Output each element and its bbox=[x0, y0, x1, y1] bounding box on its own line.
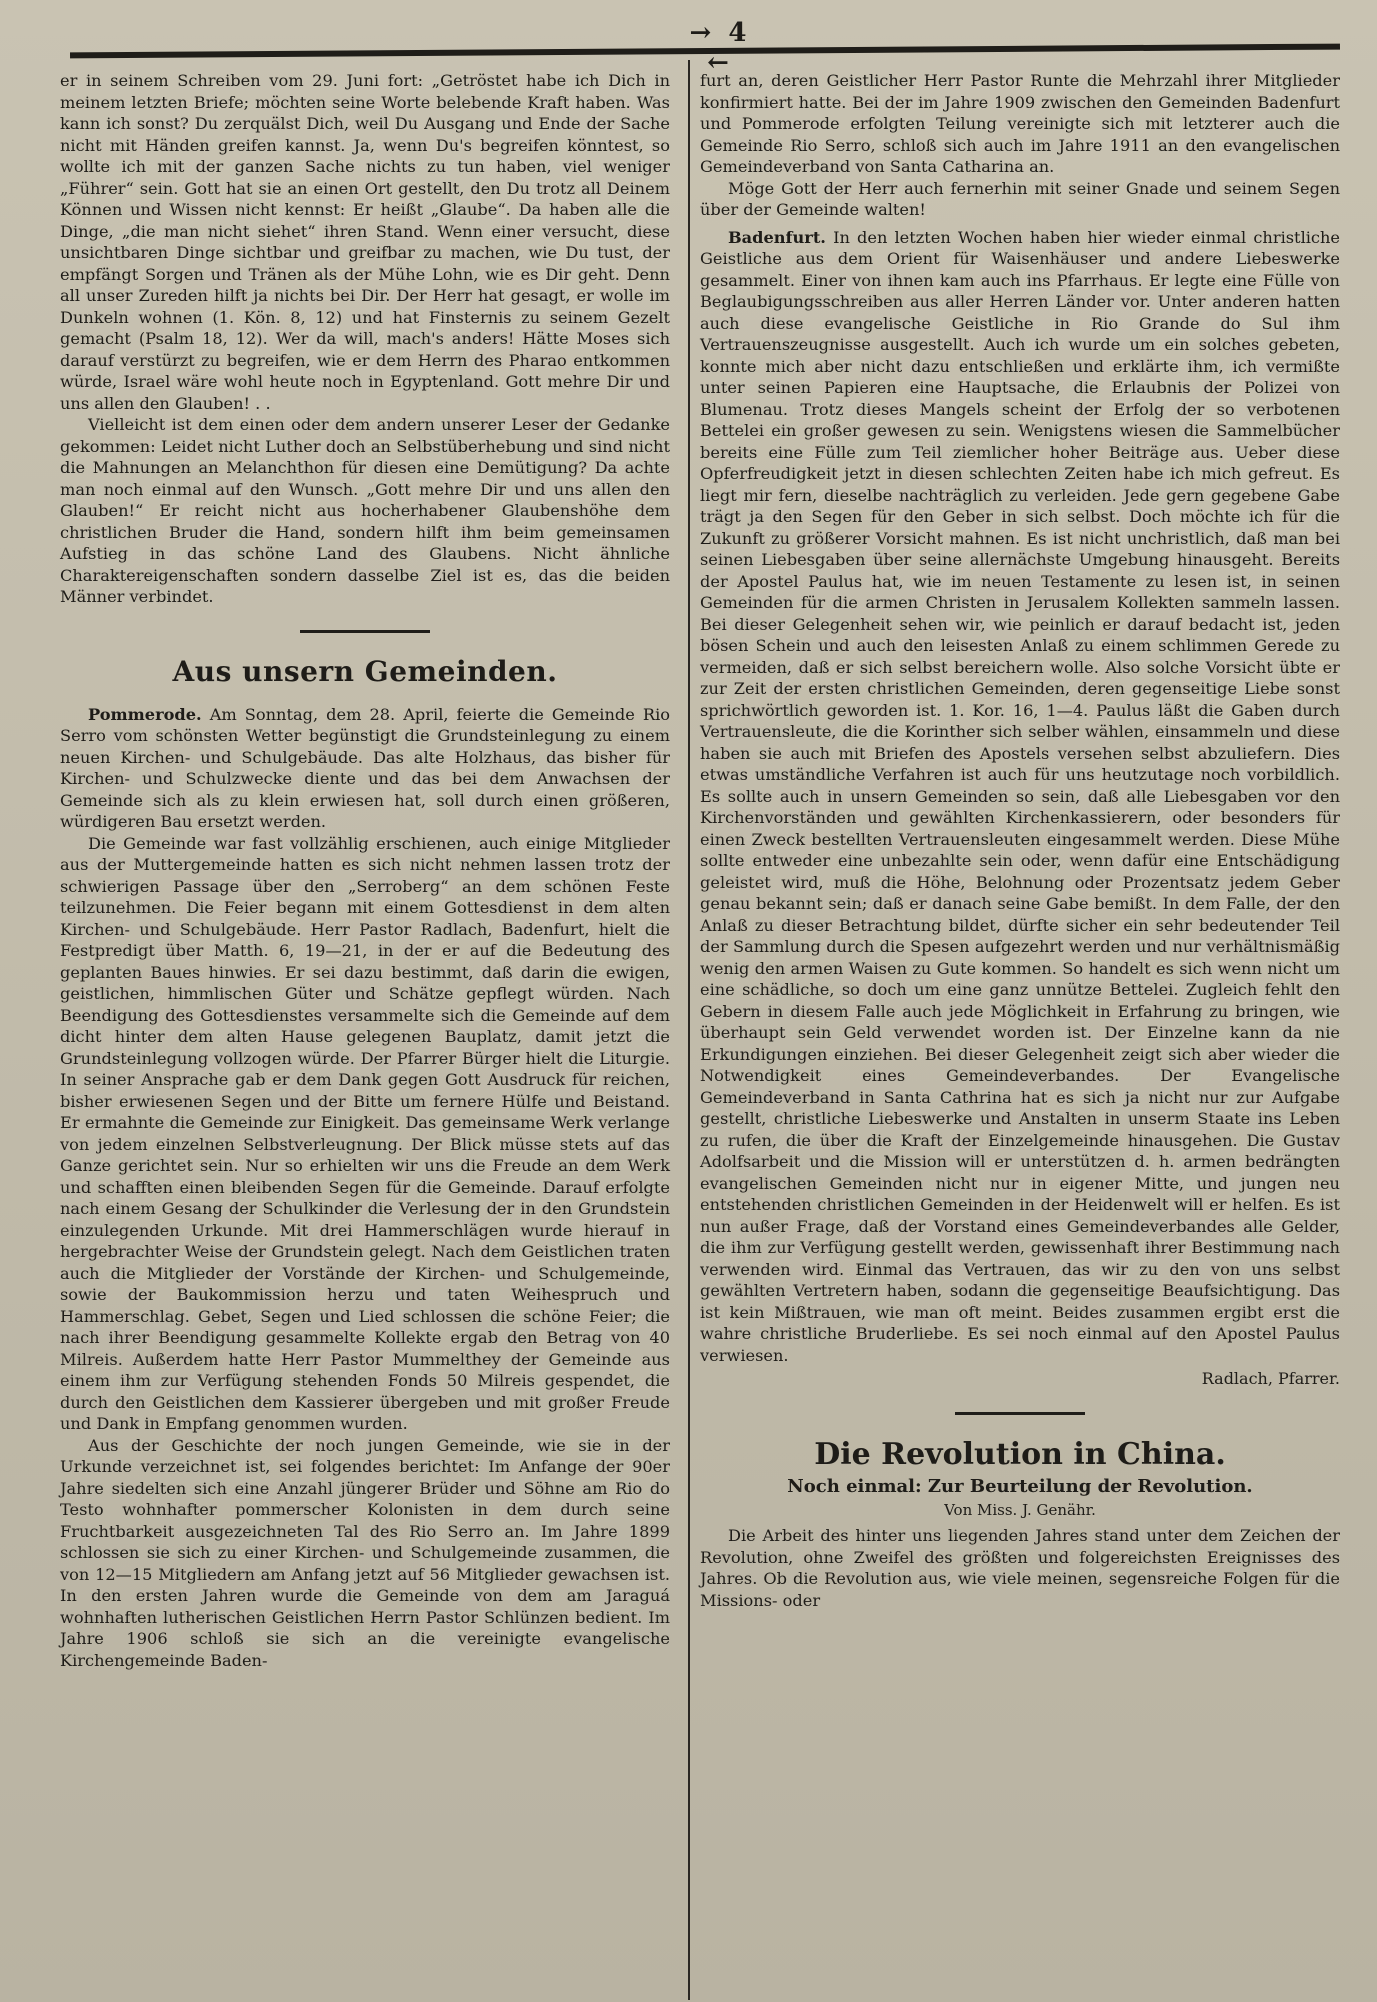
report-badenfurt bbox=[700, 227, 1340, 1367]
column-divider bbox=[688, 60, 690, 2000]
paragraph: Vielleicht ist dem einen oder dem andern unserer Leser der Gedanke gekommen: Leidet nicht Luther doch an Selbstüberhebung und sind nicht die Mahnungen an Melanchthon für diesen eine Demütigung? Da achte man noch einmal auf den Wunsch. „Gott mehre Dir und uns allen den Glauben!“ Er reicht nicht aus hocherhabener Glaubenshöhe dem christlichen Bruder die Hand, sondern hilft ihm beim gemeinsamen Aufstieg in das schöne Land des Glaubens. Nicht ähnliche Charaktereigenschaften sondern dasselbe Ziel ist es, das die beiden Männer verbindet. bbox=[60, 415, 670, 606]
article-subtitle: Noch einmal: Zur Beurteilung der Revolution. bbox=[787, 1476, 1253, 1497]
article-byline: Von Miss. J. Genähr. bbox=[944, 1501, 1096, 1519]
paragraph: er in seinem Schreiben vom 29. Juni fort: „Getröstet habe ich Dich in meinem letzten Briefe; möchten seine Worte belebende Kraft haben. Was kann ich sonst? Du zerquälst Dich, weil Du Ausgang und Ende der Sache nicht mit Händen greifen kannst. Ja, wenn Du's begreifen könntest, so wollte ich mit der ganzen Sache nichts zu tun haben, viel weniger „Führer“ sein. Gott hat sie an einen Ort gestellt, den Du trotz all Deinem Können und Wissen nicht kennst: Er heißt „Glaube“. Da haben alle die Dinge, „die man nicht siehet“ ihren Stand. Wenn einer versucht, diese unsichtbaren Dinge sichtbar und greifbar zu machen, wie Du tust, der empfängt Sorgen und Tränen als der Mühe Lohn, wie es Dir geht. Denn all unser Zureden hilft ja nichts bei Dir. Der Herr hat gesagt, er wolle im Dunkeln wohnen (1. Kön. 8, 12) und hat Finsternis zu seinem Gezelt gemacht (Psalm 18, 12). Wer da will, mach's anders! Hätte Moses sich darauf verstürzt zu begreifen, wie er dem Herrn des Pharao entkommen würde, Israel wäre wohl heute noch in Egyptenland. Gott mehre Dir und uns allen den Glauben! . . bbox=[60, 71, 670, 413]
page-header bbox=[70, 18, 1340, 78]
section-heading: Aus unsern Gemeinden. bbox=[172, 654, 558, 688]
section-divider bbox=[955, 1412, 1085, 1415]
paragraph: Möge Gott der Herr auch fernerhin mit seiner Gnade und seinem Segen über der Gemeinde walten! bbox=[700, 178, 1340, 219]
report-pommerode bbox=[60, 704, 670, 833]
left-column bbox=[60, 70, 670, 1671]
signature: Radlach, Pfarrer. bbox=[1201, 1369, 1340, 1388]
paragraph: Die Gemeinde war fast vollzählig erschienen, auch einige Mitglieder aus der Muttergemeinde hatten es sich nicht nehmen lassen trotz der schwierigen Passage über den „Serroberg“ an dem schönen Feste teilzunehmen. Die Feier begann mit einem Gottesdienst in dem alten Kirchen- und Schulgebäude. Herr Pastor Radlach, Badenfurt, hielt die Festpredigt über Matth. 6, 19—21, in der er auf die Bedeutung des geplanten Baues hinwies. Er sei dazu bestimmt, daß darin die ewigen, geistlichen, himmlischen Güter und Schätze gepflegt würden. Nach Beendigung des Gottesdienstes versammelte sich die Gemeinde auf dem dicht hinter dem alten Hause gelegenen Bauplatz, damit jetzt die Grundsteinlegung vollzogen würde. Der Pfarrer Bürger hielt die Liturgie. In seiner Ansprache gab er dem Dank gegen Gott Ausdruck für reichen, bisher erwiesenen Segen und der Bitte um fernere Hülfe und Beistand. Er ermahnte die Gemeinde zur Einigkeit. Das gemeinsame Werk verlange von jedem einzelnen Selbstverleugnung. Der Blick müsse stets auf das Ganze gerichtet sein. Nur so erhielten wir uns die Freude an dem Werk und schafften einen bleibenden Segen für die Gemeinde. Darauf erfolgte nach einem Gesang der Schulkinder die Verlesung der in den Grundstein einzulegenden Urkunde. Mit drei Hammerschlägen wurde hierauf in hergebrachter Weise der Grundstein gelegt. Nach dem Geistlichen traten auch die Mitglieder der Vorstände der Kirchen- und Schulgemeinde, sowie der Baukommission herzu und taten Weihespruch und Hammerschlag. Gebet, Segen und Lied schlossen die schöne Feier; die nach ihrer Beendigung gesammelte Kollekte ergab den Betrag von 40 Milreis. Außerdem hatte Herr Pastor Mummelthey der Gemeinde aus einem ihm zur Verfügung stehenden Fonds 50 Milreis gespendet, die durch den Geistlichen dem Kassierer übergeben und mit großer Freude und Dank in Empfang genommen wurden. bbox=[60, 833, 670, 1433]
paragraph: Die Arbeit des hinter uns liegenden Jahres stand unter dem Zeichen der Revolution, ohne Zweifel des größten und folgereichsten Ereignisses des Jahres. Ob die Revolution aus, wie viele meinen, segensreiche Folgen für die Missions- oder bbox=[700, 1526, 1340, 1610]
place-name: Pommerode. bbox=[88, 704, 202, 724]
right-column bbox=[700, 70, 1340, 1611]
article-title: Die Revolution in China. bbox=[814, 1437, 1226, 1472]
section-divider bbox=[300, 630, 430, 633]
place-name: Badenfurt. bbox=[728, 227, 826, 247]
report-text: In den letzten Wochen haben hier wieder einmal christliche Geistliche aus dem Orient für Waisenhäuser und andere Liebeswerke gesammelt. Einer von ihnen kam auch ins Pfarrhaus. Er legte eine Fülle von Beglaubigungsschreiben aus aller Herren Länder vor. Unter anderen hatten auch diese evangelische Geistliche in Rio Grande do Sul ihm Vertrauenszeugnisse ausgestellt. Auch ich wurde um ein solches gebeten, konnte mich aber nicht dazu entschließen und erklärte ihm, ich vermißte unter seinen Papieren eine Hauptsache, die Erlaubnis der Polizei von Blumenau. Trotz dieses Mangels scheint der Erfolg der so verbotenen Bettelei ein großer gewesen zu sein. Wenigstens wiesen die Sammelbücher bereits eine Fülle zum Teil ziemlicher hoher Beiträge aus. Ueber diese Opferfreudigkeit jetzt in diesen schlechten Zeiten habe ich mich gefreut. Es liegt mir fern, dieselbe nachträglich zu verleiden. Jede gern gegebene Gabe trägt ja den Segen für den Geber in sich selbst. Doch möchte ich für die Zukunft zu größerer Vorsicht mahnen. Es ist nicht unchristlich, daß man bei seinen Liebesgaben über seine allernächste Umgebung hinausgeht. Bereits der Apostel Paulus hat, wie im neuen Testamente zu lesen ist, in seinen Gemeinden für die armen Christen in Jerusalem Kollekten sammeln lassen. Bei dieser Gelegenheit sehen wir, wie peinlich er darauf bedacht ist, jeden bösen Schein und auch den leisesten Anlaß zu einem schlimmen Gerede zu vermeiden, daß er sich selbst bereichern wolle. Also solche Vorsicht übte er zur Zeit der ersten christlichen Gemeinden, deren gegenseitige Liebe sonst sprichwörtlich geworden ist. 1. Kor. 16, 1—4. Paulus läßt die Gaben durch Vertrauensleute, die die Korinther sich selber wählen, einsammeln und diese haben sie auch mit Briefen des Apostels versehen selbst abzuliefern. Dies etwas umständliche Verfahren ist auch für uns heutzutage noch vorbildlich. Es sollte auch in unsern Gemeinden so sein, daß alle Liebesgaben vor den Kirchenvorständen und gewählten Kirchenkassierern, oder besonders für einen Zweck bestellten Vertrauensleuten eingesammelt werden. Diese Mühe sollte entweder eine unbezahlte sein oder, wenn dafür eine Entschädigung geleistet wird, muß die Höhe, Belohnung oder Prozentsatz jedem Geber genau bekannt sein; daß er danach seine Gabe bemißt. In dem Falle, der den Anlaß zu dieser Betrachtung bildet, dürfte sicher ein sehr bedeutender Teil der Sammlung durch die Spesen aufgezehrt werden und nur verhältnismäßig wenig den armen Waisen zu Gute kommen. So handelt es sich wenn nicht um eine schädliche, so doch um eine ganz unnütze Bettelei. Zugleich fehlt den Gebern in diesem Falle auch jede Möglichkeit in Erfahrung zu bringen, wie überhaupt sein Geld verwendet worden ist. Der Einzelne kann da nie Erkundigungen einziehen. Bei dieser Gelegenheit zeigt sich aber wieder die Notwendigkeit eines Gemeindeverbandes. Der Evangelische Gemeindeverband in Santa Cathrina hat es sich ja nicht nur zur Aufgabe gestellt, christliche Liebeswerke und Anstalten in unserm Staate ins Leben zu rufen, die über die Kraft der Einzelgemeinde hinausgehen. Die Gustav Adolfsarbeit und die Mission will er unterstützen d. h. armen bedrängten evangelischen Gemeinden nicht nur in eigener Mitte, und jungen neu entstehenden christlichen Gemeinden in der Heidenwelt will er helfen. Es ist nun außer Frage, daß der Vorstand eines Gemeindeverbandes alle Gelder, die ihm zur Verfügung gestellt werden, gewissenhaft ihrer Bestimmung nach verwenden wird. Einmal das Vertrauen, das wir zu den von uns selbst gewählten Vertretern haben, sodann die gegenseitige Beaufsichtigung. Das ist kein Mißtrauen, wie man oft meint. Beides zusammen ergibt erst die wahre christliche Bruderliebe. Es sei noch einmal auf den Apostel Paulus verwiesen. bbox=[700, 227, 1340, 1365]
page-number: → 4 ← bbox=[689, 18, 751, 78]
paragraph: Aus der Geschichte der noch jungen Gemeinde, wie sie in der Urkunde verzeichnet ist, sei folgendes berichtet: Im Anfange der 90er Jahre siedelten sich eine Anzahl jüngerer Brüder und Söhne am Rio do Testo wohnhafter pommerscher Kolonisten in dem durch seine Fruchtbarkeit ausgezeichneten Tal des Rio Serro an. Im Jahre 1899 schlossen sie sich zu einer Kirchen- und Schulgemeinde zusammen, die von 12—15 Mitgliedern am Anfang jetzt auf 56 Mitglieder gewachsen ist. In den ersten Jahren wurde die Gemeinde von dem am Jaraguá wohnhaften lutherischen Geistlichen Herrn Pastor Schlünzen bedient. Im Jahre 1906 schloß sie sich an die vereinigte evangelische Kirchengemeinde Baden- bbox=[60, 1435, 670, 1670]
paragraph: furt an, deren Geistlicher Herr Pastor Runte die Mehrzahl ihrer Mitglieder konfirmiert hatte. Bei der im Jahre 1909 zwischen den Gemeinden Badenfurt und Pommerode erfolgten Teilung vereinigte sich mit letzterer auch die Gemeinde Rio Serro, schloß sich auch im Jahre 1911 an den evangelischen Gemeindeverband von Santa Catharina an. bbox=[700, 71, 1340, 176]
report-text: Am Sonntag, dem 28. April, feierte die Gemeinde Rio Serro vom schönsten Wetter begünstigt die Grundsteinlegung zu einem neuen Kirchen- und Schulgebäude. Das alte Holzhaus, das bisher für Kirchen- und Schulzwecke diente und das bei dem Anwachsen der Gemeinde sich als zu klein erwiesen hat, soll durch einen größeren, würdigeren Bau ersetzt werden. bbox=[60, 704, 670, 831]
